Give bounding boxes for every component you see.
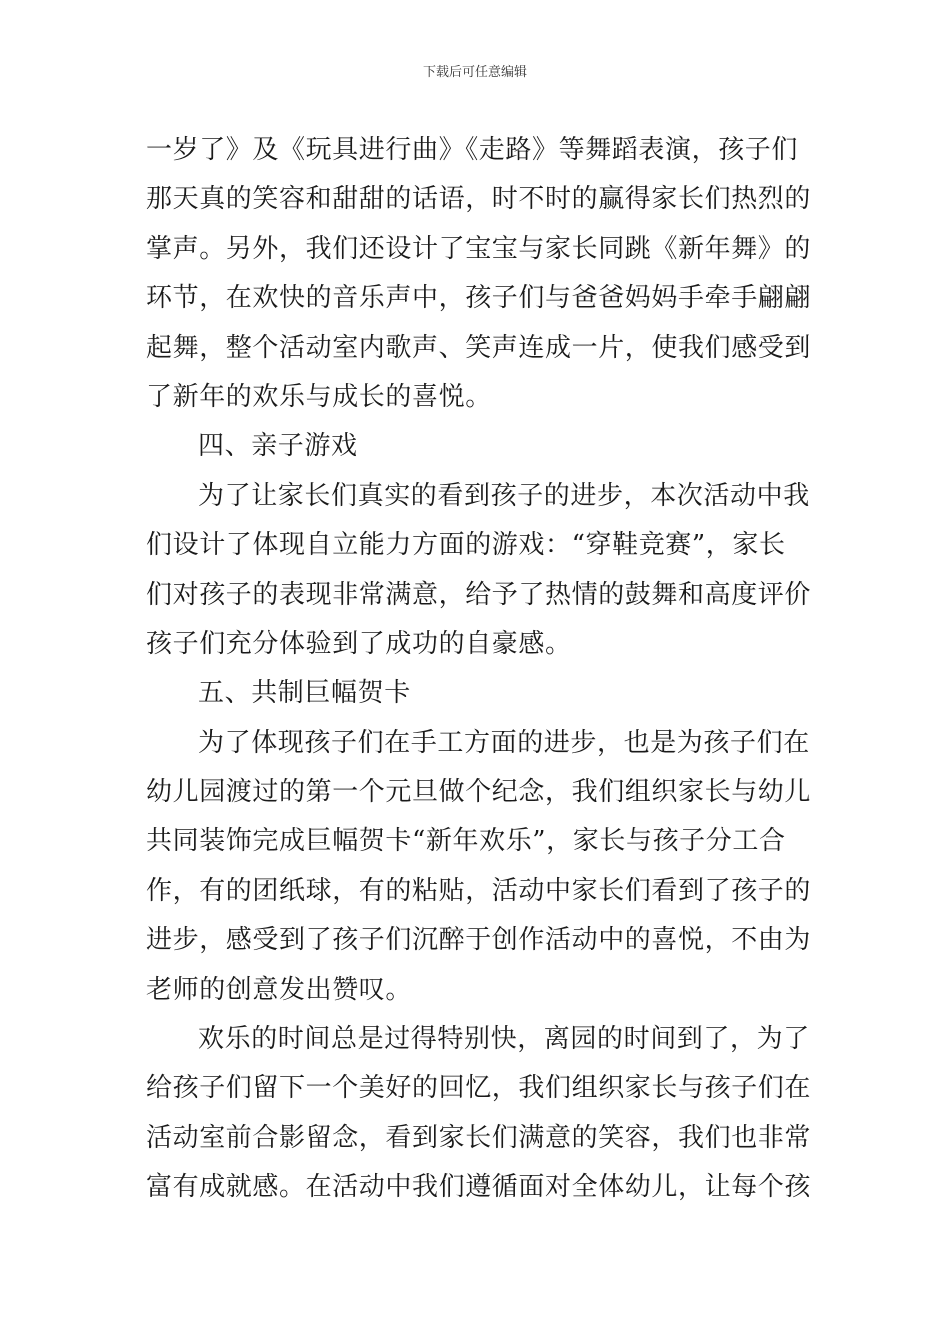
text-line: 了新年的欢乐与成长的喜悦。 [146,381,492,412]
section-heading: 五、共制巨幅贺卡 [198,678,411,709]
text-line: 幼儿园渡过的第一个元旦做个纪念，我们组织家长与幼儿 [146,777,812,808]
text-line: 们设计了体现自立能力方面的游戏：“穿鞋竞赛”，家长 [146,530,786,561]
text-line: 一岁了》及《玩具进行曲》《走路》等舞蹈表演，孩子们 [146,135,799,165]
text-line: 环节，在欢快的音乐声中，孩子们与爸爸妈妈手牵手翩翩 [146,283,812,314]
text-line: 共同装饰完成巨幅贺卡“新年欢乐”，家长与孩子分工合 [146,826,786,857]
text-line: 给孩子们留下一个美好的回忆，我们组织家长与孩子们在 [146,1073,812,1104]
text-line: 欢乐的时间总是过得特别快，离园的时间到了，为了 [198,1024,810,1055]
text-line: 们对孩子的表现非常满意，给予了热情的鼓舞和高度评价 [146,579,812,610]
text-line: 那天真的笑容和甜甜的话语，时不时的赢得家长们热烈的 [146,184,812,215]
text-line: 作，有的团纸球，有的粘贴，活动中家长们看到了孩子的 [146,875,812,906]
text-line: 起舞，整个活动室内歌声、笑声连成一片，使我们感受到 [146,332,812,363]
text-line: 进步，感受到了孩子们沉醉于创作活动中的喜悦，不由为 [146,925,812,956]
text-line: 为了体现孩子们在手工方面的进步，也是为孩子们在 [198,727,810,758]
text-line: 为了让家长们真实的看到孩子的进步，本次活动中我 [198,480,810,511]
section-heading: 四、亲子游戏 [198,431,358,462]
document-body [146,126,810,1213]
text-line: 富有成就感。在活动中我们遵循面对全体幼儿，让每个孩 [146,1172,812,1203]
text-line: 孩子们充分体验到了成功的自豪感。 [146,628,572,659]
text-line: 掌声。另外，我们还设计了宝宝与家长同跳《新年舞》的 [146,233,812,264]
page-header-note: 下载后可任意编辑 [422,65,527,80]
text-line: 老师的创意发出赞叹。 [146,974,413,1005]
text-line: 活动室前合影留念，看到家长们满意的笑容，我们也非常 [146,1122,812,1153]
